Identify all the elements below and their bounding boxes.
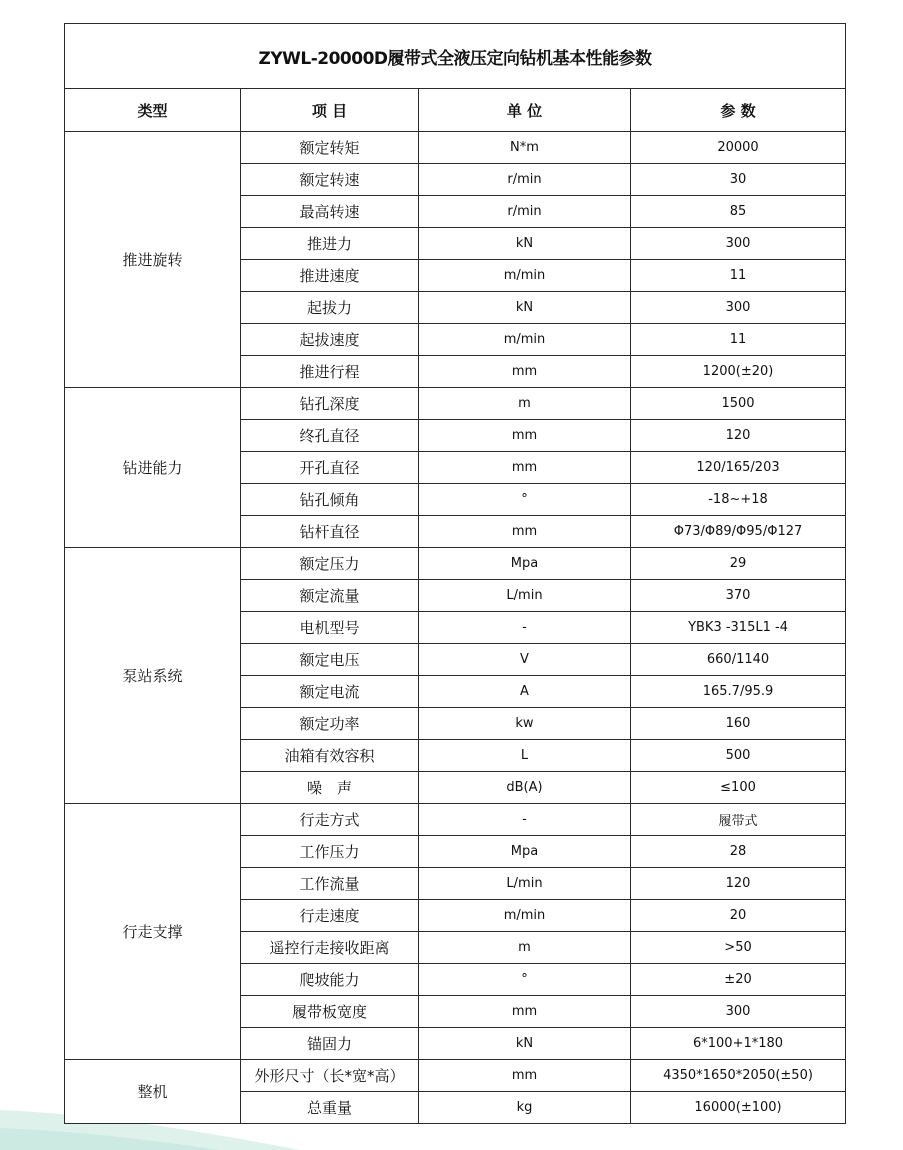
unit-cell: mm: [419, 516, 631, 548]
item-cell: 额定电流: [241, 676, 419, 708]
unit-cell: kg: [419, 1092, 631, 1124]
unit-cell: Mpa: [419, 548, 631, 580]
unit-cell: m: [419, 932, 631, 964]
spec-table: [64, 23, 846, 1124]
item-cell: 外形尺寸（长*宽*高）: [241, 1060, 419, 1092]
unit-cell: r/min: [419, 196, 631, 228]
unit-cell: kN: [419, 228, 631, 260]
unit-cell: L: [419, 740, 631, 772]
value-cell: 120: [631, 420, 846, 452]
item-cell: 工作压力: [241, 836, 419, 868]
unit-cell: mm: [419, 1060, 631, 1092]
unit-cell: -: [419, 804, 631, 836]
unit-cell: -: [419, 612, 631, 644]
item-cell: 起拔力: [241, 292, 419, 324]
item-cell: 遥控行走接收距离: [241, 932, 419, 964]
item-cell: 推进速度: [241, 260, 419, 292]
value-cell: 1200(±20): [631, 356, 846, 388]
value-cell: 16000(±100): [631, 1092, 846, 1124]
unit-cell: m/min: [419, 260, 631, 292]
item-cell: 履带板宽度: [241, 996, 419, 1028]
value-cell: >50: [631, 932, 846, 964]
unit-cell: V: [419, 644, 631, 676]
value-cell: 300: [631, 996, 846, 1028]
value-cell: ≤100: [631, 772, 846, 804]
item-cell: 开孔直径: [241, 452, 419, 484]
item-cell: 行走方式: [241, 804, 419, 836]
value-cell: 履带式: [631, 804, 846, 836]
value-cell: ±20: [631, 964, 846, 996]
item-cell: 油箱有效容积: [241, 740, 419, 772]
unit-cell: A: [419, 676, 631, 708]
unit-cell: m/min: [419, 324, 631, 356]
value-cell: YBK3 -315L1 -4: [631, 612, 846, 644]
item-cell: 最高转速: [241, 196, 419, 228]
unit-cell: kN: [419, 1028, 631, 1060]
header-row: [65, 89, 846, 132]
table-row: [65, 1060, 846, 1092]
unit-cell: °: [419, 484, 631, 516]
item-cell: 起拔速度: [241, 324, 419, 356]
unit-cell: L/min: [419, 580, 631, 612]
item-cell: 钻孔深度: [241, 388, 419, 420]
value-cell: 300: [631, 228, 846, 260]
value-cell: -18~+18: [631, 484, 846, 516]
item-cell: 终孔直径: [241, 420, 419, 452]
item-cell: 行走速度: [241, 900, 419, 932]
category-cell: 钻进能力: [65, 388, 241, 548]
value-cell: 660/1140: [631, 644, 846, 676]
unit-cell: mm: [419, 996, 631, 1028]
item-cell: 额定转速: [241, 164, 419, 196]
unit-cell: r/min: [419, 164, 631, 196]
value-cell: 120: [631, 868, 846, 900]
value-cell: 30: [631, 164, 846, 196]
unit-cell: dB(A): [419, 772, 631, 804]
unit-cell: m/min: [419, 900, 631, 932]
table-body: [65, 132, 846, 1124]
value-cell: 120/165/203: [631, 452, 846, 484]
value-cell: 370: [631, 580, 846, 612]
item-cell: 工作流量: [241, 868, 419, 900]
value-cell: 160: [631, 708, 846, 740]
category-cell: 推进旋转: [65, 132, 241, 388]
value-cell: 20000: [631, 132, 846, 164]
item-cell: 推进行程: [241, 356, 419, 388]
table-title: ZYWL-20000D履带式全液压定向钻机基本性能参数: [65, 24, 846, 89]
header-value: 参 数: [631, 89, 846, 132]
item-cell: 钻杆直径: [241, 516, 419, 548]
item-cell: 额定压力: [241, 548, 419, 580]
unit-cell: kw: [419, 708, 631, 740]
header-item: 项 目: [241, 89, 419, 132]
header-unit: 单 位: [419, 89, 631, 132]
value-cell: Φ73/Φ89/Φ95/Φ127: [631, 516, 846, 548]
item-cell: 额定功率: [241, 708, 419, 740]
unit-cell: N*m: [419, 132, 631, 164]
item-cell: 爬坡能力: [241, 964, 419, 996]
unit-cell: mm: [419, 356, 631, 388]
value-cell: 11: [631, 260, 846, 292]
unit-cell: L/min: [419, 868, 631, 900]
item-cell: 钻孔倾角: [241, 484, 419, 516]
unit-cell: mm: [419, 420, 631, 452]
item-cell: 电机型号: [241, 612, 419, 644]
item-cell: 噪 声: [241, 772, 419, 804]
unit-cell: Mpa: [419, 836, 631, 868]
table-row: [65, 548, 846, 580]
item-cell: 推进力: [241, 228, 419, 260]
table-row: [65, 804, 846, 836]
table-row: [65, 132, 846, 164]
category-cell: 泵站系统: [65, 548, 241, 804]
unit-cell: kN: [419, 292, 631, 324]
value-cell: 85: [631, 196, 846, 228]
value-cell: 6*100+1*180: [631, 1028, 846, 1060]
value-cell: 4350*1650*2050(±50): [631, 1060, 846, 1092]
item-cell: 额定电压: [241, 644, 419, 676]
item-cell: 额定转矩: [241, 132, 419, 164]
item-cell: 锚固力: [241, 1028, 419, 1060]
value-cell: 1500: [631, 388, 846, 420]
item-cell: 额定流量: [241, 580, 419, 612]
table-row: [65, 388, 846, 420]
value-cell: 500: [631, 740, 846, 772]
unit-cell: °: [419, 964, 631, 996]
unit-cell: m: [419, 388, 631, 420]
value-cell: 28: [631, 836, 846, 868]
item-cell: 总重量: [241, 1092, 419, 1124]
category-cell: 整机: [65, 1060, 241, 1124]
category-cell: 行走支撑: [65, 804, 241, 1060]
value-cell: 11: [631, 324, 846, 356]
value-cell: 29: [631, 548, 846, 580]
value-cell: 300: [631, 292, 846, 324]
unit-cell: mm: [419, 452, 631, 484]
value-cell: 165.7/95.9: [631, 676, 846, 708]
header-category: 类型: [65, 89, 241, 132]
value-cell: 20: [631, 900, 846, 932]
